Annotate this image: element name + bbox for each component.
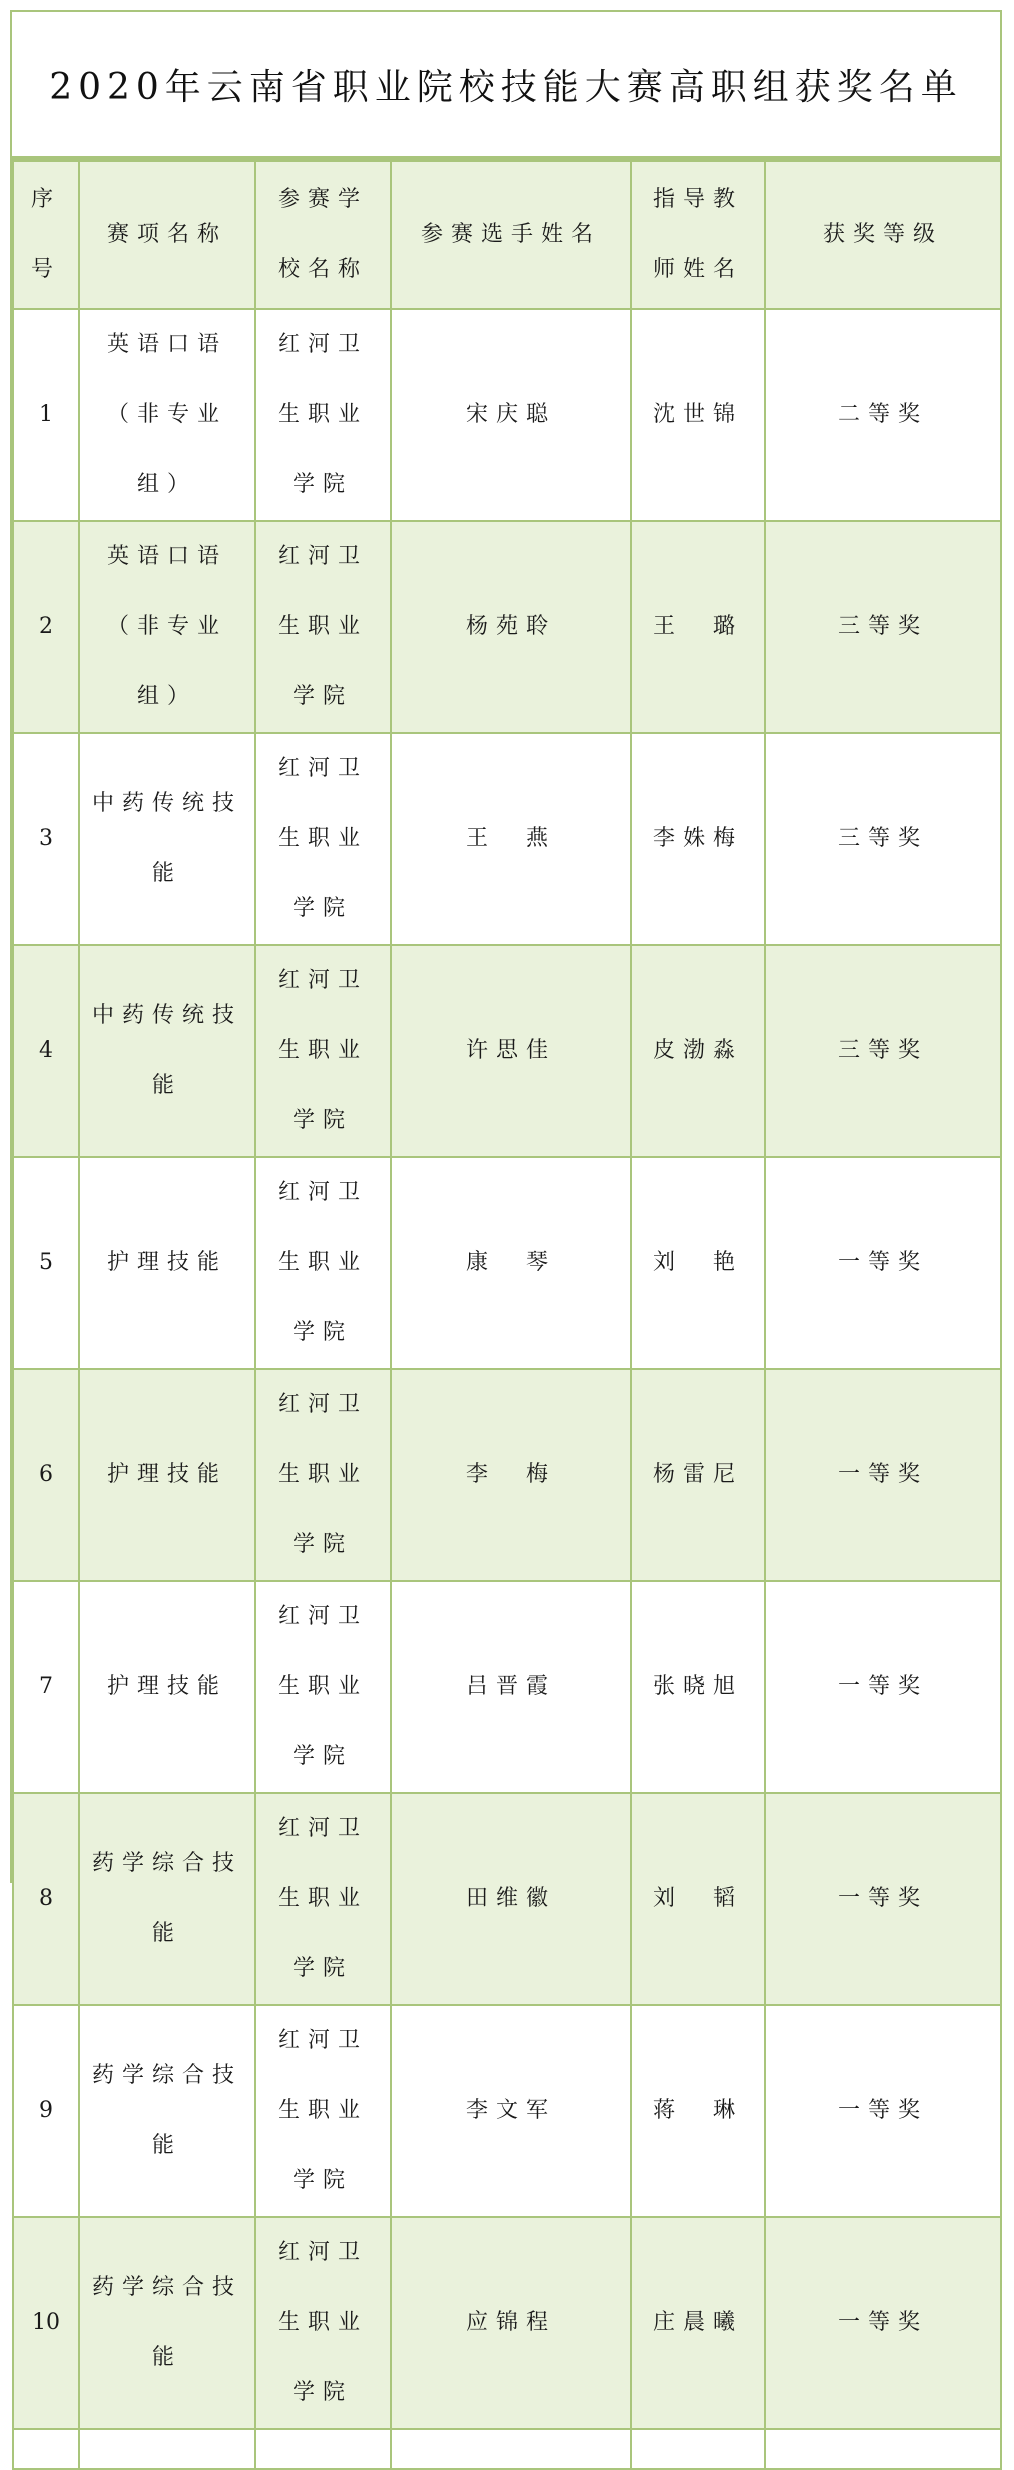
- table-row: [13, 1157, 1001, 1369]
- row-index: 1: [13, 309, 79, 521]
- header-student: 参赛选手姓名: [391, 161, 631, 309]
- header-award: 获奖等级: [765, 161, 1001, 309]
- row-index: 6: [13, 1369, 79, 1581]
- title-box: [12, 12, 1000, 160]
- row-student: 许思佳: [391, 945, 631, 1157]
- row-school: 红河卫生职业学院: [255, 1157, 391, 1369]
- page-title: 2020年云南省职业院校技能大赛高职组获奖名单: [49, 66, 963, 108]
- row-teacher: 刘 韬: [631, 1793, 765, 2005]
- row-award: 三等奖: [765, 733, 1001, 945]
- award-table: [12, 160, 1002, 2470]
- row-event: 药学综合技能: [79, 1793, 255, 2005]
- row-index: 3: [13, 733, 79, 945]
- row-award: [765, 2429, 1001, 2469]
- row-student: 应锦程: [391, 2217, 631, 2429]
- row-student: 王 燕: [391, 733, 631, 945]
- row-event: 英语口语（非专业组）: [79, 309, 255, 521]
- row-school: [255, 2429, 391, 2469]
- table-row: [13, 2005, 1001, 2217]
- row-award: 二等奖: [765, 309, 1001, 521]
- row-teacher: 沈世锦: [631, 309, 765, 521]
- row-student: 杨苑聆: [391, 521, 631, 733]
- row-index: 7: [13, 1581, 79, 1793]
- row-teacher: 庄晨曦: [631, 2217, 765, 2429]
- row-school: 红河卫生职业学院: [255, 521, 391, 733]
- table-row: [13, 521, 1001, 733]
- row-index: 9: [13, 2005, 79, 2217]
- row-school: 红河卫生职业学院: [255, 1793, 391, 2005]
- row-school: 红河卫生职业学院: [255, 1369, 391, 1581]
- row-school: 红河卫生职业学院: [255, 1581, 391, 1793]
- row-index: 4: [13, 945, 79, 1157]
- header-teacher: 指导教师姓名: [631, 161, 765, 309]
- row-award: 一等奖: [765, 2005, 1001, 2217]
- row-index: 10: [13, 2217, 79, 2429]
- table-row: [13, 2217, 1001, 2429]
- row-index: [13, 2429, 79, 2469]
- row-student: 李文军: [391, 2005, 631, 2217]
- row-teacher: 刘 艳: [631, 1157, 765, 1369]
- row-student: 宋庆聪: [391, 309, 631, 521]
- row-school: 红河卫生职业学院: [255, 2005, 391, 2217]
- award-list-document: [10, 10, 1002, 2405]
- row-award: 三等奖: [765, 945, 1001, 1157]
- row-teacher: 张晓旭: [631, 1581, 765, 1793]
- table-row: [13, 1793, 1001, 2005]
- row-school: 红河卫生职业学院: [255, 945, 391, 1157]
- row-award: 一等奖: [765, 1793, 1001, 2005]
- row-index: 8: [13, 1793, 79, 2005]
- row-event: 药学综合技能: [79, 2217, 255, 2429]
- row-student: 田维徽: [391, 1793, 631, 2005]
- row-student: [391, 2429, 631, 2469]
- row-school: 红河卫生职业学院: [255, 309, 391, 521]
- header-index: 序号: [13, 161, 79, 309]
- table-row: [13, 733, 1001, 945]
- row-award: 一等奖: [765, 1157, 1001, 1369]
- row-event: [79, 2429, 255, 2469]
- row-student: 康 琴: [391, 1157, 631, 1369]
- table-row: [13, 1581, 1001, 1793]
- header-school: 参赛学校名称: [255, 161, 391, 309]
- table-row-partial: [13, 2429, 1001, 2469]
- row-teacher: 杨雷尼: [631, 1369, 765, 1581]
- row-event: 护理技能: [79, 1157, 255, 1369]
- row-event: 护理技能: [79, 1581, 255, 1793]
- row-school: 红河卫生职业学院: [255, 733, 391, 945]
- row-award: 一等奖: [765, 1581, 1001, 1793]
- row-event: 中药传统技能: [79, 733, 255, 945]
- row-teacher: 李姝梅: [631, 733, 765, 945]
- row-teacher: 王 璐: [631, 521, 765, 733]
- row-school: 红河卫生职业学院: [255, 2217, 391, 2429]
- row-award: 一等奖: [765, 1369, 1001, 1581]
- row-teacher: [631, 2429, 765, 2469]
- table-row: [13, 1369, 1001, 1581]
- row-event: 药学综合技能: [79, 2005, 255, 2217]
- row-index: 5: [13, 1157, 79, 1369]
- row-event: 中药传统技能: [79, 945, 255, 1157]
- row-teacher: 皮渤淼: [631, 945, 765, 1157]
- row-student: 李 梅: [391, 1369, 631, 1581]
- table-header-row: [13, 161, 1001, 309]
- row-award: 一等奖: [765, 2217, 1001, 2429]
- row-event: 英语口语（非专业组）: [79, 521, 255, 733]
- row-award: 三等奖: [765, 521, 1001, 733]
- header-event: 赛项名称: [79, 161, 255, 309]
- table-row: [13, 309, 1001, 521]
- row-event: 护理技能: [79, 1369, 255, 1581]
- row-teacher: 蒋 琳: [631, 2005, 765, 2217]
- row-index: 2: [13, 521, 79, 733]
- table-row: [13, 945, 1001, 1157]
- row-student: 吕晋霞: [391, 1581, 631, 1793]
